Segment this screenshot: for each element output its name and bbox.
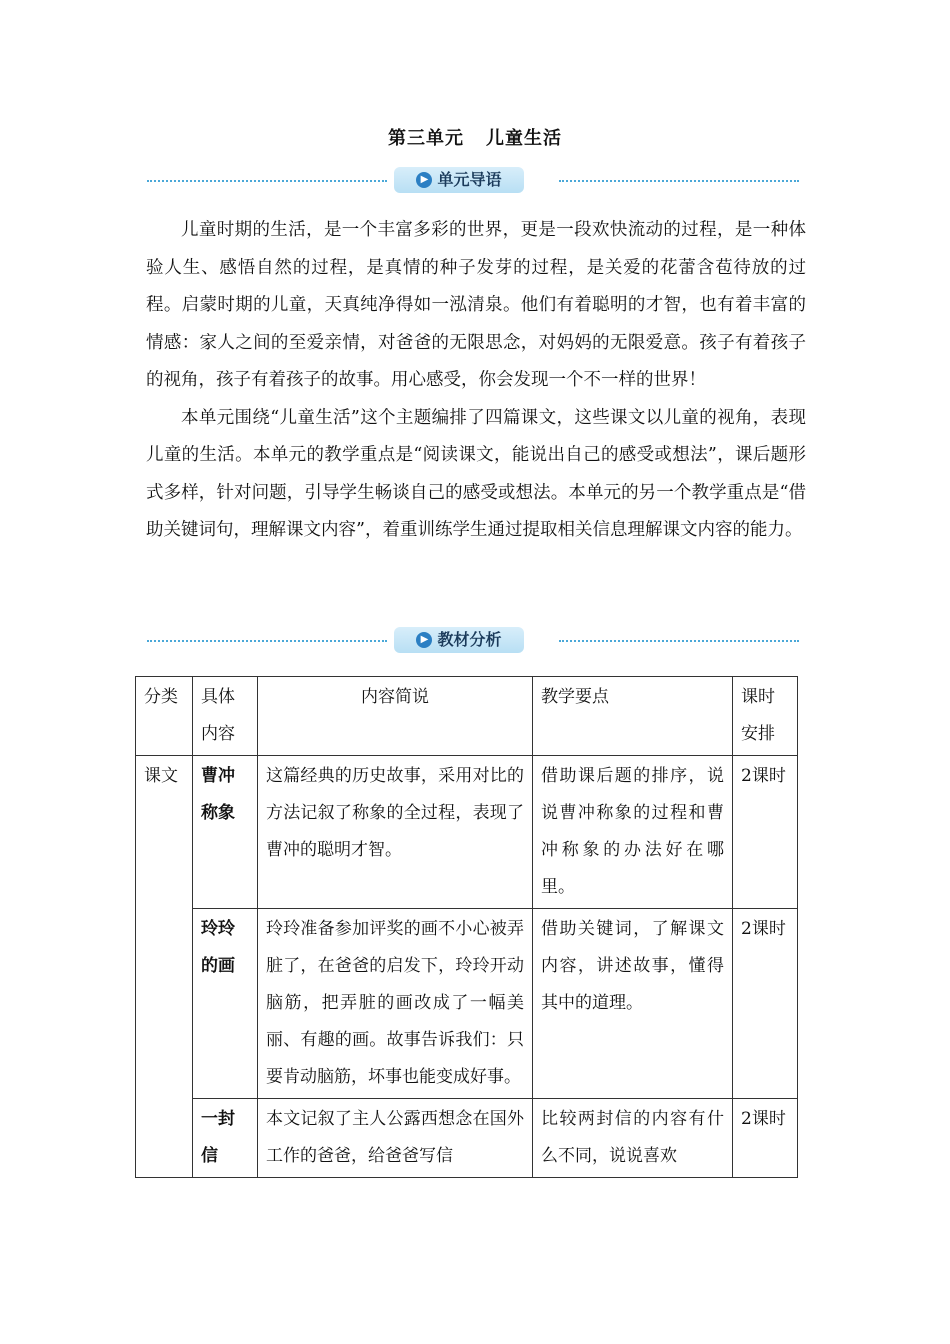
hours-cell: 2课时 bbox=[733, 1099, 798, 1178]
table-row bbox=[136, 756, 798, 909]
divider-left bbox=[147, 640, 387, 642]
summary-cell: 这篇经典的历史故事，采用对比的方法记叙了称象的全过程，表现了曹冲的聪明才智。 bbox=[258, 756, 533, 909]
header-summary: 内容简说 bbox=[258, 677, 533, 756]
section-label-analysis: 教材分析 bbox=[437, 630, 502, 649]
hours-cell: 2课时 bbox=[733, 756, 798, 909]
play-arrow-icon: ▶ bbox=[416, 632, 432, 648]
table-header-row bbox=[136, 677, 798, 756]
key-points-cell: 借助课后题的排序，说说曹冲称象的过程和曹冲称象的办法好在哪里。 bbox=[533, 756, 733, 909]
play-arrow-icon: ▶ bbox=[416, 172, 432, 188]
title-theme: 儿童生活 bbox=[486, 128, 562, 149]
content-cell: 曹冲称象 bbox=[193, 756, 258, 909]
section-header-intro bbox=[147, 167, 799, 195]
key-points-cell: 比较两封信的内容有什么不同，说说喜欢 bbox=[533, 1099, 733, 1178]
content-cell: 玲玲的画 bbox=[193, 909, 258, 1099]
hours-cell: 2课时 bbox=[733, 909, 798, 1099]
header-content: 具体内容 bbox=[193, 677, 258, 756]
header-key-points: 教学要点 bbox=[533, 677, 733, 756]
section-label-intro: 单元导语 bbox=[437, 170, 502, 189]
content-cell: 一封信 bbox=[193, 1099, 258, 1178]
table-row bbox=[136, 1099, 798, 1178]
table-row bbox=[136, 909, 798, 1099]
header-hours: 课时安排 bbox=[733, 677, 798, 756]
divider-right bbox=[559, 180, 799, 182]
title-unit: 第三单元 bbox=[388, 128, 464, 149]
section-header-analysis bbox=[147, 627, 799, 655]
analysis-table bbox=[135, 676, 798, 1178]
section-badge-intro bbox=[394, 167, 524, 193]
category-cell: 课文 bbox=[136, 756, 193, 1178]
divider-right bbox=[559, 640, 799, 642]
intro-text bbox=[146, 212, 806, 550]
page-title bbox=[0, 124, 950, 150]
intro-paragraph-2: 本单元围绕“儿童生活”这个主题编排了四篇课文，这些课文以儿童的视角，表现儿童的生活。本单元的教学重点是“阅读课文，能说出自己的感受或想法”，课后题形式多样，针对问题，引导学生畅谈自己的感受或想法。本单元的另一个教学重点是“借助关键词句，理解课文内容”，着重训练学生通过提取相关信息理解课文内容的能力。 bbox=[146, 407, 806, 540]
summary-cell: 玲玲准备参加评奖的画不小心被弄脏了，在爸爸的启发下，玲玲开动脑筋，把弄脏的画改成了一幅美丽、有趣的画。故事告诉我们：只要肯动脑筋，坏事也能变成好事。 bbox=[258, 909, 533, 1099]
summary-cell: 本文记叙了主人公露西想念在国外工作的爸爸，给爸爸写信 bbox=[258, 1099, 533, 1178]
section-badge-analysis bbox=[394, 627, 524, 653]
key-points-cell: 借助关键词，了解课文内容，讲述故事，懂得其中的道理。 bbox=[533, 909, 733, 1099]
intro-paragraph-1: 儿童时期的生活，是一个丰富多彩的世界，更是一段欢快流动的过程，是一种体验人生、感悟自然的过程，是真情的种子发芽的过程，是关爱的花蕾含苞待放的过程。启蒙时期的儿童，天真纯净得如一泓清泉。他们有着聪明的才智，也有着丰富的情感：家人之间的至爱亲情，对爸爸的无限思念，对妈妈的无限爱意。孩子有着孩子的视角，孩子有着孩子的故事。用心感受，你会发现一个不一样的世界！ bbox=[146, 220, 806, 390]
divider-left bbox=[147, 180, 387, 182]
header-category: 分类 bbox=[136, 677, 193, 756]
